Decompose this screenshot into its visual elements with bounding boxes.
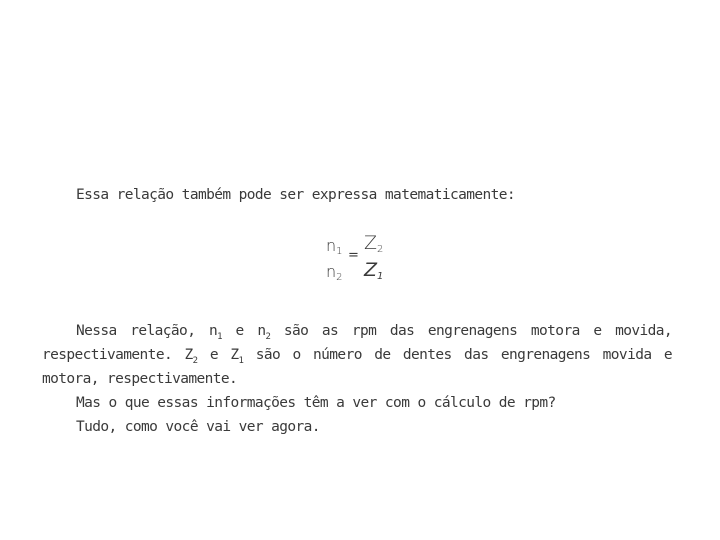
- paragraph-line-2: respectivamente. $Z_2$ e $Z_1$ são o número de dentes das engrenagens movida e: [42, 347, 672, 366]
- paragraph-line-4: Mas o que essas informações têm a ver com o cálculo de rpm?: [76, 395, 556, 411]
- formula-n1: $n_1$: [326, 236, 343, 257]
- intro-text: Essa relação também pode ser expressa matematicamente:: [76, 187, 516, 203]
- paragraph-line-3: motora, respectivamente.: [42, 371, 238, 387]
- formula-equals: =: [348, 248, 359, 263]
- paragraph-line-1: Nessa relação, $n_1$ e $n_2$ são as rpm das engrenagens motora e movida,: [76, 323, 673, 342]
- formula-z2: $Z_2$: [364, 232, 384, 255]
- paragraph-line-5: Tudo, como você vai ver agora.: [76, 419, 320, 435]
- formula-z1: $Z_1$: [364, 259, 384, 282]
- gear-ratio-formula: [322, 232, 402, 292]
- formula-n2: $n_2$: [326, 262, 343, 283]
